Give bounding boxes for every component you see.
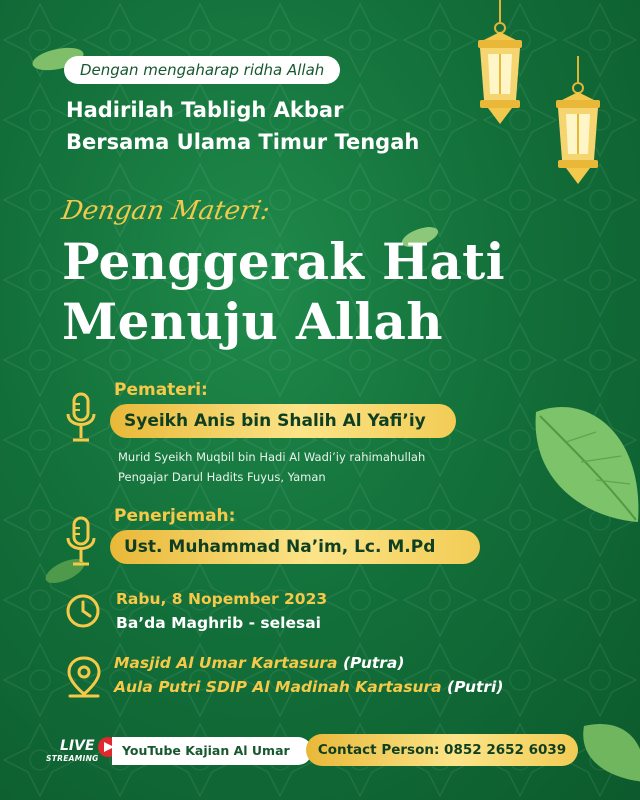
venue2-note: (Putri) — [447, 678, 504, 696]
pemateri-label: Pemateri: — [114, 380, 208, 400]
lantern-icon — [470, 0, 530, 130]
location-line2 — [114, 678, 503, 696]
tagline-pill: Dengan mengaharap ridha Allah — [64, 56, 340, 84]
venue2: Aula Putri SDIP Al Madinah Kartasura — [114, 678, 442, 696]
lantern-icon — [548, 56, 608, 190]
pemateri-desc-line1: Murid Syeikh Muqbil bin Hadi Al Wadi’iy rahimahullah — [118, 450, 426, 464]
materi-label: Dengan Materi: — [59, 196, 273, 226]
streaming-label: STREAMING — [46, 754, 99, 763]
pemateri-desc-line2: Pengajar Darul Hadits Fuyus, Yaman — [118, 470, 326, 484]
schedule-time: Ba’da Maghrib - selesai — [116, 614, 321, 632]
penerjemah-label: Penerjemah: — [114, 506, 236, 526]
pemateri-name-pill: Syeikh Anis bin Shalih Al Yafi’iy — [110, 404, 456, 438]
materi-title-line2: Menuju Allah — [62, 292, 443, 351]
venue1: Masjid Al Umar Kartasura — [114, 654, 338, 672]
clock-icon — [64, 592, 102, 630]
materi-title-line1: Penggerak Hati — [62, 232, 505, 291]
leaf-large-right — [526, 392, 640, 532]
penerjemah-name-pill: Ust. Muhammad Na’im, Lc. M.Pd — [110, 530, 480, 564]
location-pin-icon — [66, 654, 102, 700]
microphone-icon — [64, 516, 98, 570]
schedule-date: Rabu, 8 Nopember 2023 — [116, 590, 328, 608]
youtube-channel-pill: YouTube Kajian Al Umar — [112, 737, 312, 765]
live-label: LIVE — [60, 738, 95, 754]
contact-person-pill: Contact Person: 0852 2652 6039 — [306, 734, 578, 766]
headline-line2: Bersama Ulama Timur Tengah — [66, 130, 420, 154]
microphone-icon — [64, 392, 98, 446]
headline-line1: Hadirilah Tabligh Akbar — [66, 98, 344, 122]
venue1-note: (Putra) — [342, 654, 405, 672]
leaf-bottom-right — [578, 716, 640, 786]
location-line1 — [114, 654, 404, 672]
